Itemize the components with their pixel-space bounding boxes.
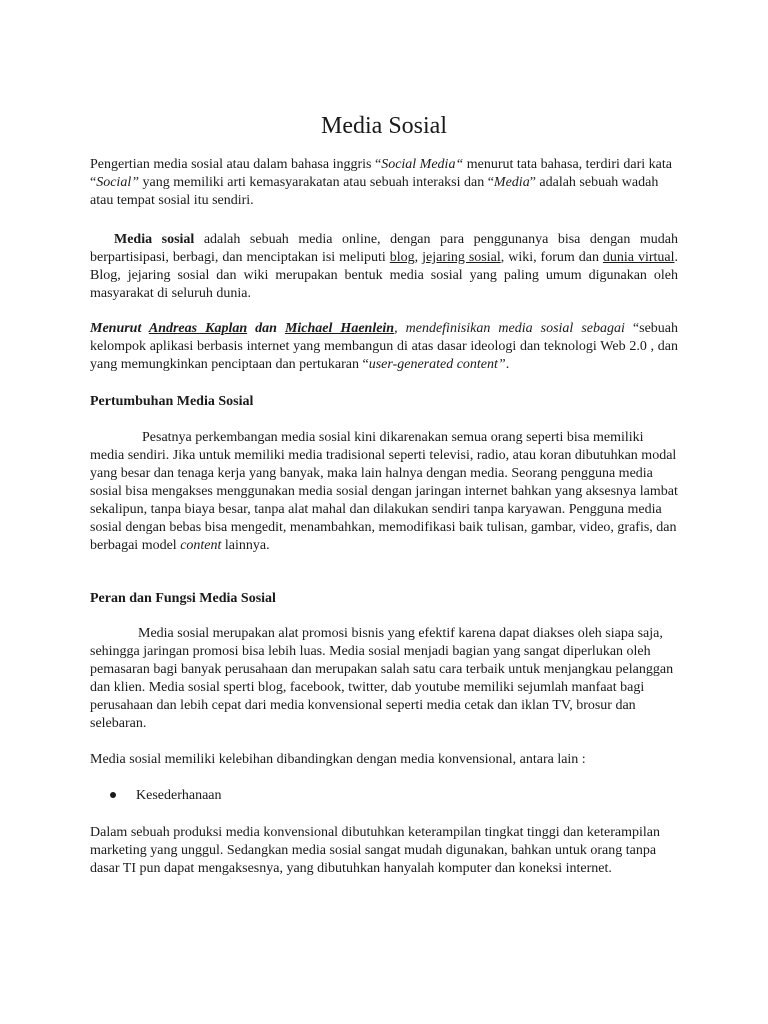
bullet-item-kesederhanaan: Kesederhanaan	[110, 787, 222, 805]
link-jejaring-sosial[interactable]: jejaring sosial	[422, 250, 501, 265]
paragraph-definition: Pengertian media sosial atau dalam bahasa inggris “Social Media“ menurut tata bahasa, terdiri dari kata “Social” yang memiliki arti kemasyarakatan atau sebuah interaksi dan “Media” adalah sebuah wadah atau tempat sosial itu sendiri.	[90, 157, 672, 208]
paragraph-kelebihan: Media sosial memiliki kelebihan dibandingkan dengan media konvensional, antara lain :	[90, 752, 586, 767]
paragraph-kesederhanaan: Dalam sebuah produksi media konvensional dibutuhkan keterampilan tingkat tinggi dan keterampilan marketing yang unggul. Sedangkan media sosial sangat mudah digunakan, bahkan untuk orang tanpa dasar TI pun dapat mengaksesnya, yang dibutuhkan hanyalah komputer dan koneksi internet.	[90, 825, 660, 876]
link-michael-haenlein[interactable]: Michael Haenlein	[284, 321, 395, 336]
link-andreas-kaplan[interactable]: Andreas Kaplan	[148, 321, 248, 336]
heading-peran-fungsi: Peran dan Fungsi Media Sosial	[90, 591, 276, 606]
link-dunia-virtual[interactable]: dunia virtual	[602, 250, 675, 265]
paragraph-pertumbuhan: Pesatnya perkembangan media sosial kini dikarenakan semua orang seperti bisa memiliki media sendiri. Jika untuk memiliki media tradisional seperti televisi, radio, atau koran dibutuhkan modal yang besar dan tenaga kerja yang banyak, maka lain halnya dengan media. Seorang pengguna media sosial bisa mengakses menggunakan media sosial dengan jaringan internet bahkan yang aksesnya lambat sekalipun, tanpa biaya besar, tanpa alat mahal dan dilakukan sendiri tanpa karyawan. Pengguna media sosial dengan bebas bisa mengedit, menambahkan, memodifikasi baik tulisan, gambar, video, grafis, dan berbagai model content lainnya.	[90, 430, 678, 553]
page-title: Media Sosial	[321, 113, 447, 139]
term-media-sosial: Media sosial	[114, 232, 195, 247]
paragraph-kaplan-haenlein: Menurut Andreas Kaplan dan Michael Haenlein, mendefinisikan media sosial sebagai “sebuah kelompok aplikasi berbasis internet yang membangun di atas dasar ideologi dan teknologi Web 2.0 , dan yang memungkinkan penciptaan dan pertukaran “user-generated content”.	[90, 321, 678, 372]
bullet-icon	[110, 792, 116, 798]
paragraph-media-sosial: Media sosial adalah sebuah media online, dengan para penggunanya bisa dengan mudah berpartisipasi, berbagi, dan menciptakan isi meliputi blog, jejaring sosial, wiki, forum dan dunia virtual. Blog, jejaring sosial dan wiki merupakan bentuk media sosial yang paling umum digunakan oleh masyarakat di seluruh dunia.	[90, 232, 679, 301]
heading-pertumbuhan: Pertumbuhan Media Sosial	[90, 394, 254, 409]
link-blog[interactable]: blog	[389, 250, 415, 265]
paragraph-peran-fungsi: Media sosial merupakan alat promosi bisnis yang efektif karena dapat diakses oleh siapa saja, sehingga jaringan promosi bisa lebih luas. Media sosial menjadi bagian yang sangat diperlukan oleh pemasaran bagi banyak perusahaan dan merupakan salah satu cara terbaik untuk menjangkau pelanggan dan klien. Media sosial sperti blog, facebook, twitter, dab youtube memiliki sejumlah manfaat bagi perusahaan dan lebih cepat dari media konvensional seperti media cetak dan iklan TV, brosur dan selebaran.	[90, 626, 674, 731]
